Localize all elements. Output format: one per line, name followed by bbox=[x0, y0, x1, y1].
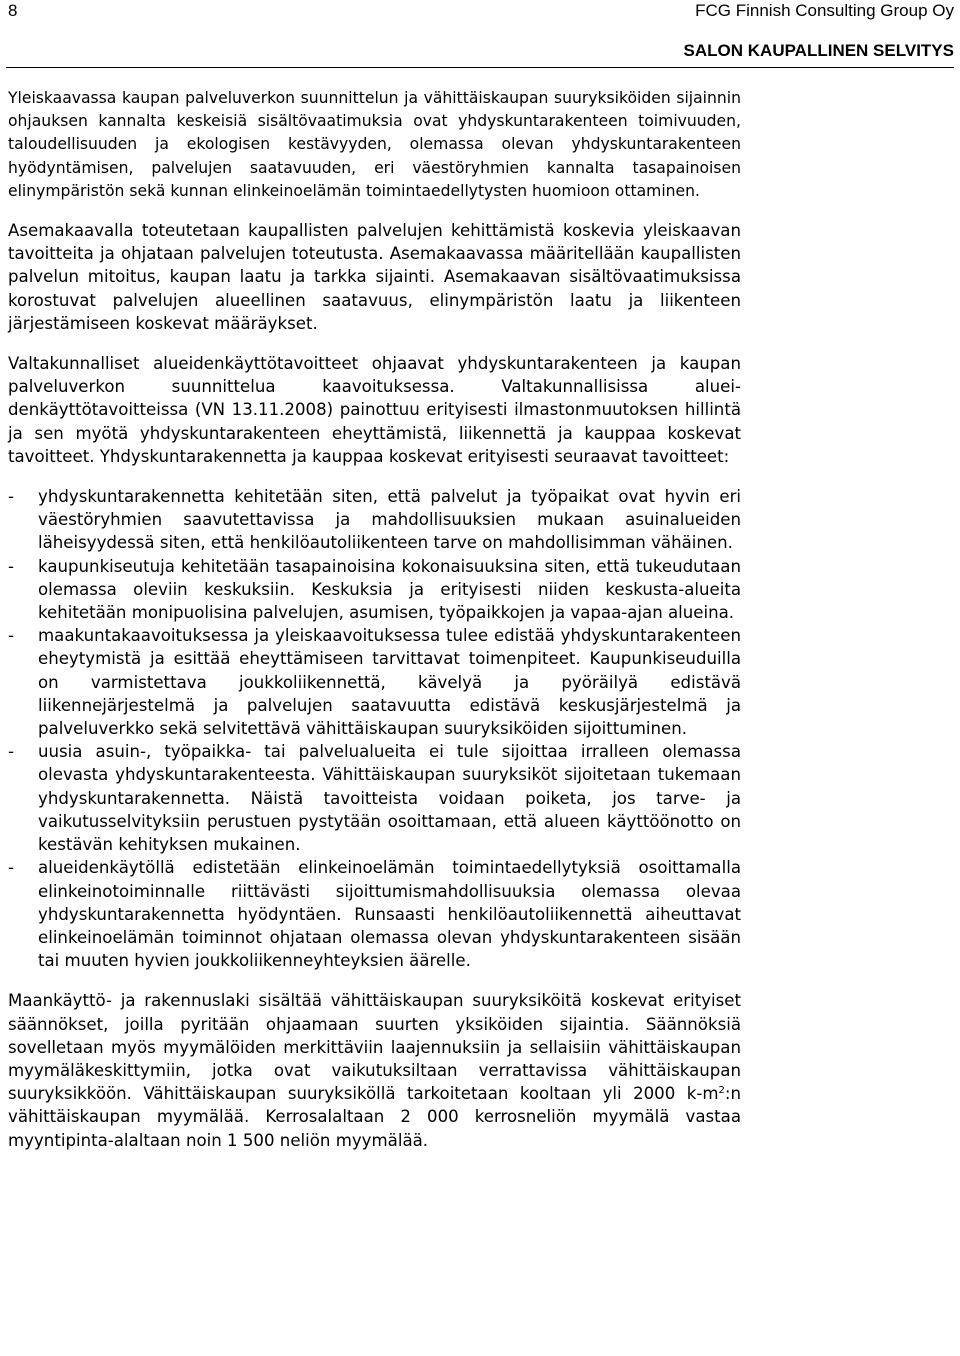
land-use-act-text-end: :n vähittäiskaupan myymälää. Kerrosalaltaan 2 000 kerrosneliön myymälä vastaa myyntipinta-alaltaan noin 1 500 neliön myymälää. bbox=[8, 1084, 741, 1150]
paragraph-detailed-plan: Asemakaavalla toteutetaan kaupallisten palvelujen kehittämistä koskevia yleiskaavan tavoitteita ja ohjataan palvelujen toteutusta. Asemakaavassa määritellään kaupallisten palvelun mitoitus, kaupan laatu ja tarkka sijainti. Asemakaavan sisältövaatimuksissa korostuvat palvelujen alueellinen saatavuus, elinympäristön laatu ja liikenteen järjestämiseen koskevat määräykset. bbox=[8, 221, 741, 333]
header-rule bbox=[6, 67, 954, 68]
paragraph-general-plan: Yleiskaavassa kaupan palveluverkon suunnittelun ja vähittäiskaupan suuryksiköiden sijainnin ohjauksen kannalta keskeisiä sisältövaatimuksia ovat yhdyskuntarakenteen toimivuuden, taloudellisuuden ja ekologisen kestävyyden, olemassa olevan yhdyskuntarakenteen hyödyntämisen, palvelujen saatavuuden, eri väestöryhmien kannalta tasapainoisen elinympäristön sekä kunnan elinkeinoelämän toimintaedellytysten huomioon ottaminen. bbox=[8, 89, 741, 200]
list-item-text: maakuntakaavoituksessa ja yleiskaavoituksessa tulee edistää yhdyskuntarakenteen eheytymistä ja esittää eheyttämiseen tarvittavat toimenpiteet. Kaupunkiseuduilla on varmistettava joukkoliikennettä, kävelyä ja pyöräilyä edistävä liikennejärjestelmä ja palvelujen saatavuutta edistävä keskusjärjestelmä ja palveluverkko sekä selvitettävä vähittäiskaupan suuryksiköiden sijoittuminen. bbox=[38, 626, 741, 739]
page-number: 8 bbox=[8, 1, 18, 20]
list-item bbox=[8, 740, 741, 856]
dash-marker: - bbox=[8, 858, 14, 878]
list-item-text: uusia asuin-, työpaikka- tai palvelualueita ei tule sijoittaa irralleen olemassa olevasta yhdyskuntarakenteesta. Vähittäiskaupan suuryksiköt sijoitetaan tukemaan yhdyskuntarakennetta. Näistä tavoitteista voidaan poiketa, jos tarve- ja vaikutusselvityksiin perustuen pystytään osoittamaan, että alueen käyttöönotto on kestävän kehityksen mukainen. bbox=[38, 742, 741, 855]
list-item bbox=[8, 624, 741, 740]
list-item bbox=[8, 485, 741, 555]
company-name: FCG Finnish Consulting Group Oy bbox=[695, 1, 954, 20]
list-item-text: kaupunkiseutuja kehitetään tasapainoisina kokonaisuuksina siten, että tukeudutaan olemassa oleviin keskuksiin. Keskuksia ja erityisesti niiden keskusta-alueita kehitetään monipuolisina palvelujen, asumisen, työpaikkojen ja vapaa-ajan alueina. bbox=[38, 556, 741, 623]
list-item-text: yhdyskuntarakennetta kehitetään siten, että palvelut ja työpaikat ovat hyvin eri väestöryhmien saavutettavissa ja mahdollisuuksien mukaan asuinalueiden läheisyydessä siten, että henkilöautoliikenteen tarve on mahdollisimman vähäinen. bbox=[38, 487, 741, 553]
list-item-text: alueidenkäytöllä edistetään elinkeinoelämän toimintaedellytyksiä osoittamalla elinkeinotoiminnalle riittävästi sijoittumismahdollisuuksia olemassa olevaa yhdyskuntarakennetta hyödyntäen. Runsaasti henkilöautoliikennettä aiheuttavat elinkeinoelämän toiminnot ohjataan olemassa olevan yhdyskuntarakenteen sisään tai muuten hyvien joukkoliikenneyhteyksien äärelle. bbox=[38, 858, 741, 971]
paragraph-land-use-act bbox=[8, 989, 741, 1151]
list-item bbox=[8, 856, 741, 972]
paragraph-national-goals: Valtakunnalliset alueidenkäyttötavoitteet ohjaavat yhdyskuntarakenteen ja kaupan palveluverkon suunnittelua kaavoituksessa. Valtakunnallisissa alueidenkäyttötavoitteissa (VN 13.11.2008) painottuu erityisesti ilmastonmuutoksen hillintä ja sen myötä yhdyskuntarakenteen eheyttämistä, liikennettä ja kauppaa koskevat tavoitteet. Yhdyskuntarakennetta ja kauppaa koskevat erityisesti seuraavat tavoitteet: bbox=[8, 354, 741, 466]
dash-marker: - bbox=[8, 556, 14, 576]
document-body bbox=[8, 87, 741, 1168]
dash-marker: - bbox=[8, 626, 14, 646]
list-item bbox=[8, 555, 741, 625]
dash-marker: - bbox=[8, 487, 14, 507]
superscript-2: 2 bbox=[718, 1085, 725, 1097]
report-title: SALON KAUPALLINEN SELVITYS bbox=[683, 41, 954, 60]
goals-list bbox=[8, 485, 741, 972]
land-use-act-text: Maankäyttö- ja rakennuslaki sisältää vähittäiskaupan suuryksiköitä koskevat erityiset säännökset, joilla pyritään ohjaamaan suurten yksiköiden sijaintia. Säännöksiä sovelletaan myös myymälöiden merkittäviin laajennuksiin ja sellaisiin vähittäiskaupan myymäläkeskittymiin, jotka ovat vaikutuksiltaan verrattavissa vähittäiskaupan suuryksikköön. Vähittäiskaupan suuryksiköllä tarkoitetaan kooltaan yli 2000 k-m bbox=[8, 991, 741, 1104]
dash-marker: - bbox=[8, 742, 14, 762]
